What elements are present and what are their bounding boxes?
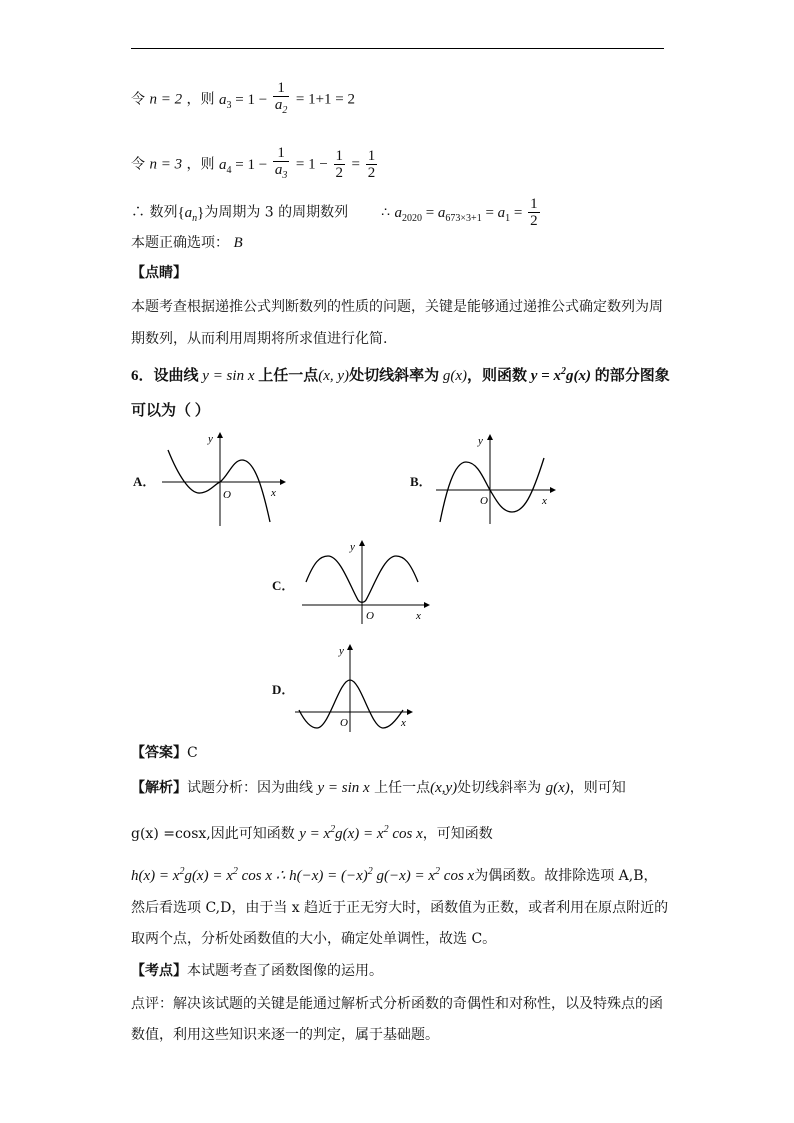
- text: 为周期为 3 的周期数列: [204, 204, 349, 221]
- origin-label: O: [366, 610, 374, 622]
- x-label: x: [542, 495, 547, 507]
- brace: {: [177, 204, 185, 221]
- kaodian: [131, 962, 383, 980]
- math: =: [510, 204, 527, 221]
- text: 上任一点: [254, 368, 319, 384]
- answer-line: [131, 234, 243, 252]
- option-c-graph: [300, 536, 435, 626]
- sub: 1: [505, 212, 511, 224]
- math: = 1 −: [295, 156, 332, 173]
- text: ，则: [186, 156, 215, 173]
- analysis-title: 【解析】: [131, 780, 187, 796]
- math: g(x): [545, 780, 570, 796]
- math: g(x): [565, 368, 591, 384]
- origin-label: O: [223, 489, 231, 501]
- question-number: 6．: [131, 368, 154, 384]
- option-a-graph: [158, 430, 288, 526]
- y-label: y: [339, 645, 344, 657]
- text: 试题分析：因为曲线: [187, 780, 318, 796]
- fraction: [528, 196, 540, 229]
- math: =: [421, 204, 438, 221]
- x-arrow-icon: [424, 602, 430, 608]
- text: 设曲线: [153, 368, 203, 384]
- header-rule: [131, 48, 664, 49]
- analysis-p1: [131, 779, 626, 797]
- math: (x,y): [430, 780, 458, 796]
- option-b-label: B．: [410, 474, 432, 489]
- dianjing-body-1: 本题考查根据递推公式判断数列的性质的问题，关键是能够通过递推公式确定数列为周: [131, 299, 663, 315]
- var: a: [218, 91, 227, 108]
- sub: 3: [282, 170, 288, 181]
- math: y = sin x: [202, 368, 255, 384]
- text: 的部分图象: [590, 368, 670, 384]
- y-arrow-icon: [217, 432, 223, 438]
- math: = 1 −: [231, 91, 271, 108]
- answer: [131, 744, 198, 762]
- numerator: 1: [367, 148, 376, 164]
- sup: 2: [560, 366, 566, 377]
- curve: [299, 680, 403, 728]
- text: 令: [131, 91, 145, 108]
- text: ，则: [186, 91, 215, 108]
- sup: 2: [330, 824, 336, 835]
- math: h(x) = x: [131, 868, 180, 884]
- denominator: 2: [530, 213, 538, 229]
- math: = 1+1 = 2: [295, 91, 355, 108]
- kaodian-body: 本试题考查了函数图像的运用。: [187, 963, 383, 979]
- x-arrow-icon: [407, 709, 413, 715]
- math: cos x ∴ h(−x) = (−x): [237, 868, 368, 884]
- math: cos x: [440, 868, 475, 884]
- option-b-graph: [432, 432, 562, 528]
- text: ，则函数: [466, 368, 531, 384]
- step-period: [131, 196, 542, 229]
- math: y = x: [299, 826, 331, 842]
- dianjing-title: 【点睛】: [131, 265, 187, 281]
- var: a: [437, 204, 446, 221]
- math: g(−x) = x: [372, 868, 436, 884]
- math: =: [351, 156, 364, 173]
- y-label: y: [350, 541, 355, 553]
- text: g(x) =cosx,因此可知函数: [131, 826, 300, 842]
- x-arrow-icon: [280, 479, 286, 485]
- question-6: [131, 364, 670, 385]
- answer-value: C: [187, 745, 198, 761]
- dianjing-body-2: 期数列，从而利用周期将所求值进行化简.: [131, 331, 388, 347]
- var: a: [497, 204, 506, 221]
- sub: 3: [226, 99, 232, 111]
- var: a: [184, 204, 193, 221]
- y-arrow-icon: [359, 540, 365, 546]
- math: g(x) = x: [184, 868, 233, 884]
- sub: 673×3+1: [445, 212, 482, 224]
- brace: }: [197, 204, 205, 221]
- y-arrow-icon: [347, 644, 353, 650]
- math: g(x): [442, 368, 467, 384]
- numerator: 1: [273, 80, 290, 97]
- math: =: [481, 204, 498, 221]
- step-n2: [131, 80, 355, 119]
- numerator: 1: [335, 148, 344, 164]
- text: ，则可知: [569, 780, 626, 796]
- curve: [168, 450, 270, 522]
- analysis-p4: 然后看选项 C,D，由于当 x 趋近于正无穷大时，函数值为正数，或者利用在原点附近的: [131, 900, 669, 916]
- numerator: 1: [530, 196, 538, 212]
- step-n3: [131, 145, 379, 184]
- option-c-label: C．: [272, 578, 295, 593]
- x-label: x: [416, 610, 421, 622]
- numerator: 1: [273, 145, 290, 162]
- text: ，可知函数: [422, 826, 493, 842]
- x-label: x: [271, 487, 276, 499]
- therefore-symbol: ∴: [381, 204, 390, 221]
- var: a: [218, 156, 227, 173]
- text: 本题正确选项：: [131, 235, 229, 251]
- sub: n: [192, 212, 198, 224]
- sup: 2: [179, 866, 185, 877]
- var: a: [394, 204, 402, 221]
- math: (x, y): [318, 368, 350, 384]
- fraction: [273, 80, 290, 119]
- math: g(x) = x: [335, 826, 384, 842]
- option-d-graph: [293, 640, 418, 735]
- kaodian-title: 【考点】: [131, 963, 187, 979]
- text: 令: [131, 156, 145, 173]
- y-arrow-icon: [487, 434, 493, 440]
- origin-label: O: [340, 717, 348, 729]
- therefore-symbol: ∴: [131, 204, 145, 221]
- y-label: y: [478, 435, 483, 447]
- fraction: [334, 148, 346, 181]
- denominator: 2: [335, 165, 344, 181]
- analysis-p3: [131, 863, 658, 885]
- y-label: y: [208, 433, 213, 445]
- text: 数列: [149, 204, 178, 221]
- sub: 4: [226, 164, 232, 176]
- option-a-label: A．: [133, 474, 156, 489]
- math: = 1 −: [231, 156, 271, 173]
- fraction: [273, 145, 290, 184]
- math: n = 3: [149, 156, 183, 173]
- denominator: a: [274, 97, 283, 113]
- math: y = x: [530, 368, 561, 384]
- dianping-body-1: 点评：解决该试题的关键是能通过解析式分析函数的奇偶性和对称性，以及特殊点的函: [131, 996, 663, 1012]
- math: n = 2: [149, 91, 183, 108]
- text: 上任一点: [369, 780, 431, 796]
- text: 处切线斜率为: [349, 368, 443, 384]
- sup: 2: [435, 866, 441, 877]
- sup: 2: [232, 866, 238, 877]
- sub: 2020: [401, 212, 422, 224]
- origin-label: O: [480, 495, 488, 507]
- math: y = sin x: [317, 780, 370, 796]
- denominator: 2: [367, 165, 376, 181]
- text: 处切线斜率为: [457, 780, 546, 796]
- sub: 2: [282, 105, 288, 116]
- sup: 2: [383, 824, 389, 835]
- x-arrow-icon: [550, 487, 556, 493]
- answer-title: 【答案】: [131, 745, 187, 761]
- dianping-body-2: 数值，利用这些知识来逐一的判定，属于基础题。: [131, 1027, 439, 1043]
- answer-letter: B: [233, 235, 243, 251]
- denominator: a: [274, 162, 283, 178]
- sup: 2: [367, 866, 373, 877]
- math: cos x: [388, 826, 423, 842]
- analysis-p2: [131, 821, 493, 843]
- analysis-p5: 取两个点，分析处函数值的大小，确定处单调性，故选 C。: [131, 931, 497, 947]
- fraction: [366, 148, 378, 181]
- option-d-label: D．: [272, 682, 295, 697]
- x-label: x: [401, 717, 406, 729]
- text: 为偶函数。故排除选项 A,B，: [474, 868, 658, 884]
- question-6-line2: 可以为（ ）: [131, 403, 210, 419]
